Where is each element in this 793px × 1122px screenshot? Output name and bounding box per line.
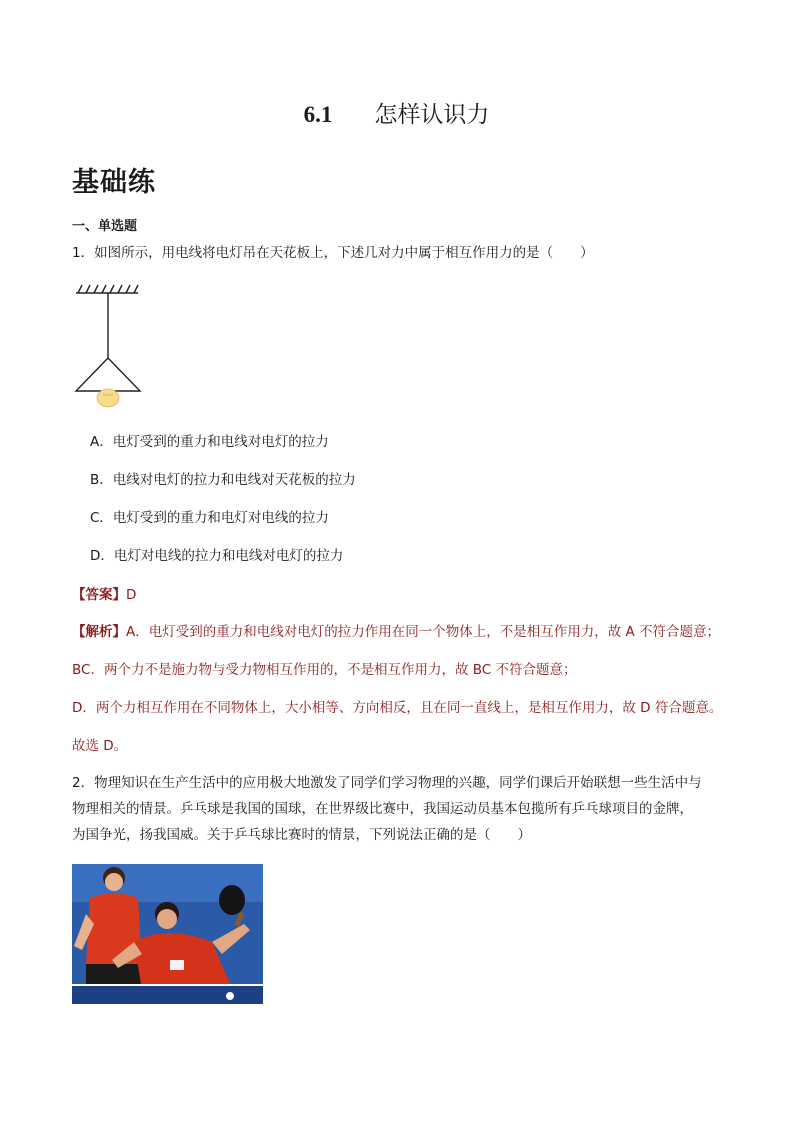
question-1-stem: 1．如图所示，用电线将电灯吊在天花板上，下述几对力中属于相互作用力的是（ ）	[72, 245, 594, 261]
answer-line	[72, 583, 752, 603]
analysis-text-1: A．电灯受到的重力和电线对电灯的拉力作用在同一个物体上，不是相互作用力，故 A 不符合题意；	[126, 624, 721, 640]
lampshade-icon	[76, 358, 140, 391]
option-a[interactable]: A．电灯受到的重力和电线对电灯的拉力	[90, 434, 329, 450]
hanging-lamp-diagram	[70, 282, 150, 410]
conclusion-line: 故选 D。	[72, 738, 128, 754]
section-title: 基础练	[72, 167, 156, 198]
answer-label: 【答案】	[72, 587, 126, 603]
ceiling-icon	[76, 285, 138, 293]
players-illustration	[72, 864, 263, 1004]
question-2-stem	[72, 770, 732, 848]
chapter-number: 6.1	[303, 102, 333, 127]
page-title	[0, 96, 793, 129]
analysis-label: 【解析】	[72, 624, 126, 640]
option-b[interactable]: B．电线对电灯的拉力和电线对天花板的拉力	[90, 472, 356, 488]
analysis-line-1	[72, 620, 752, 640]
question-2-line-3: 为国争光，扬我国威。关于乒乓球比赛时的情景，下列说法正确的是（ ）	[72, 827, 531, 843]
answer-value: D	[126, 587, 137, 603]
analysis-line-3: D．两个力相互作用在不同物体上，大小相等、方向相反，且在同一直线上，是相互作用力，故 D 符合题意。	[72, 700, 723, 716]
option-c[interactable]: C．电灯受到的重力和电灯对电线的拉力	[90, 510, 329, 526]
option-d[interactable]: D．电灯对电线的拉力和电线对电灯的拉力	[90, 548, 344, 564]
table-tennis-photo	[72, 864, 263, 1004]
bulb-icon	[97, 389, 119, 407]
subsection-title: 一、单选题	[72, 219, 138, 234]
question-2-line-1: 2．物理知识在生产生活中的应用极大地激发了同学们学习物理的兴趣，同学们课后开始联想一些生活中与	[72, 775, 702, 791]
question-2-line-2: 物理相关的情景。乒乓球是我国的国球，在世界级比赛中，我国运动员基本包揽所有乒乓球项目的金牌，	[72, 801, 693, 817]
analysis-line-2: BC．两个力不是施力物与受力物相互作用的，不是相互作用力，故 BC 不符合题意；	[72, 662, 577, 678]
chapter-title: 怎样认识力	[374, 102, 490, 128]
